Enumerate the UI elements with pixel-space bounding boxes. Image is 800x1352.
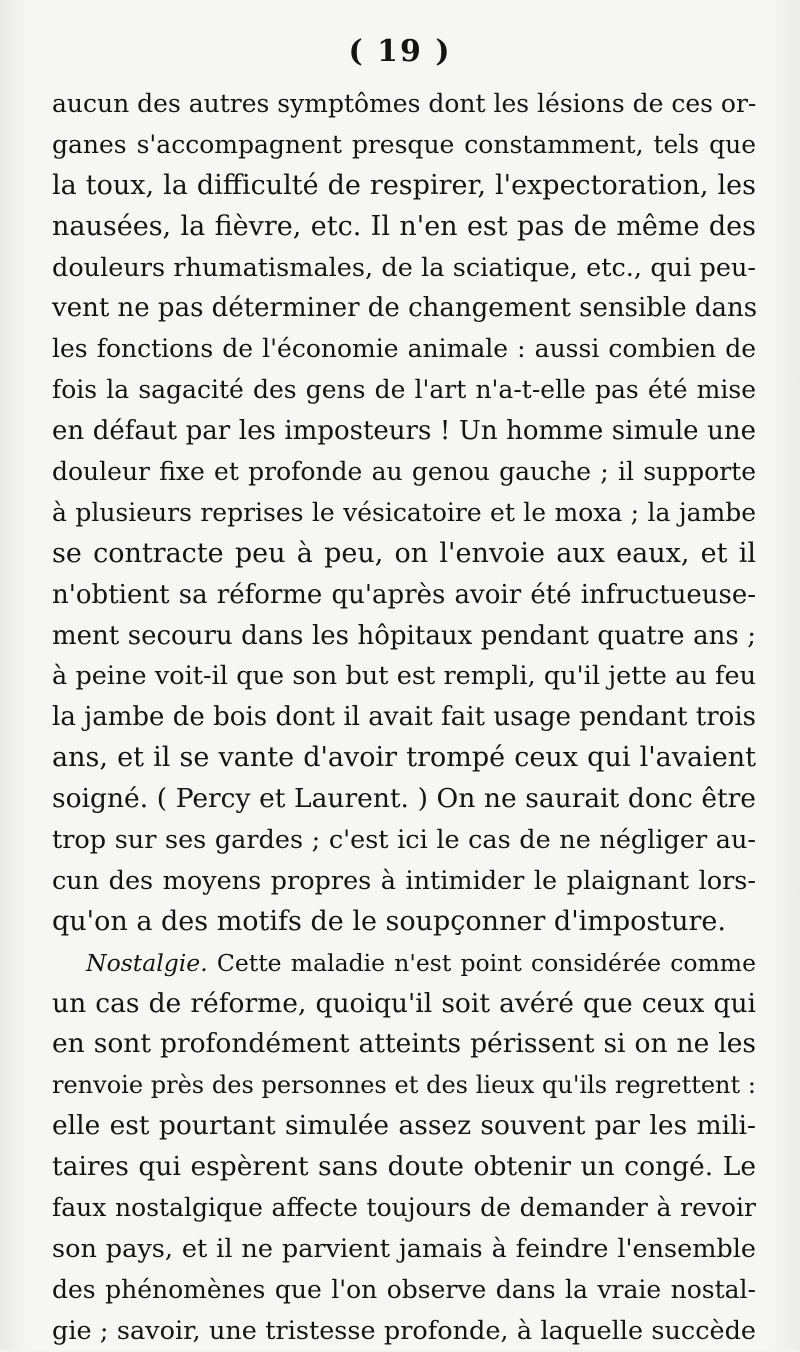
page-number: ( 19 ) [348,34,452,69]
text-line: la toux, la difficulté de respirer, l'expectoration, les [52,169,756,201]
text-line: des phénomènes que l'on observe dans la vraie nostal- [52,1274,756,1304]
text-line: à peine voit-il que son but est rempli, qu'il jette au feu [52,661,756,692]
text-line: elle est pourtant simulée assez souvent par les mili- [52,1110,756,1142]
text-line: renvoie près des personnes et des lieux qu'ils regrettent : [52,1071,756,1100]
text-line: douleur fixe et profonde au genou gauche ; il supporte [52,457,756,487]
paragraph-first-line [52,943,756,984]
text-line: vent ne pas déterminer de changement sensible dans [52,293,758,324]
text-line: en défaut par les imposteurs ! Un homme simule une [52,416,756,447]
section-heading: Nostalgie. [86,948,208,977]
text-line: ganes s'accompagnent presque constamment, tels que [52,129,756,159]
text-run: Cette maladie n'est point considérée comme [207,948,756,977]
body-text [52,84,756,1352]
text-line: en sont profondément atteints périssent si on ne les [52,1028,756,1060]
text-line: les fonctions de l'économie animale : aussi combien de [52,334,756,364]
text-line: soigné. ( Percy et Laurent. ) On ne saurait donc être [52,783,756,815]
text-line: gie ; savoir, une tristesse profonde, à laquelle succède [52,1315,756,1346]
text-line: se contracte peu à peu, on l'envoie aux eaux, et il [52,537,756,569]
text-line: à plusieurs reprises le vésicatoire et le moxa ; la jambe [52,497,756,527]
text-line: ment secouru dans les hôpitaux pendant quatre ans ; [52,620,756,651]
text-line: son pays, et il ne parvient jamais à feindre l'ensemble [52,1233,756,1264]
text-line: faux nostalgique affecte toujours de demander à revoir [52,1193,756,1223]
text-line: trop sur ses gardes ; c'est ici le cas de ne négliger au- [52,825,756,856]
text-line: aucun des autres symptômes dont les lésions de ces or- [52,89,757,118]
text-line: cun des moyens propres à intimider le plaignant lors- [52,865,756,896]
text-line: douleurs rhumatismales, de la sciatique, etc., qui peu- [52,252,756,283]
text-line: ans, et il se vante d'avoir trompé ceux qui l'avaient [52,742,756,774]
text-line: fois la sagacité des gens de l'art n'a-t-elle pas été mise [52,375,756,405]
text-line: n'obtient sa réforme qu'après avoir été infructueuse- [52,579,756,610]
text-line: qu'on a des motifs de le soupçonner d'imposture. [52,905,726,937]
text-line: un cas de réforme, quoiqu'il soit avéré que ceux qui [52,987,756,1019]
text-line: la jambe de bois dont il avait fait usage pendant trois [52,702,756,733]
text-line: taires qui espèrent sans doute obtenir un congé. Le [52,1151,756,1183]
text-line: nausées, la fièvre, etc. Il n'en est pas de même des [52,210,756,242]
